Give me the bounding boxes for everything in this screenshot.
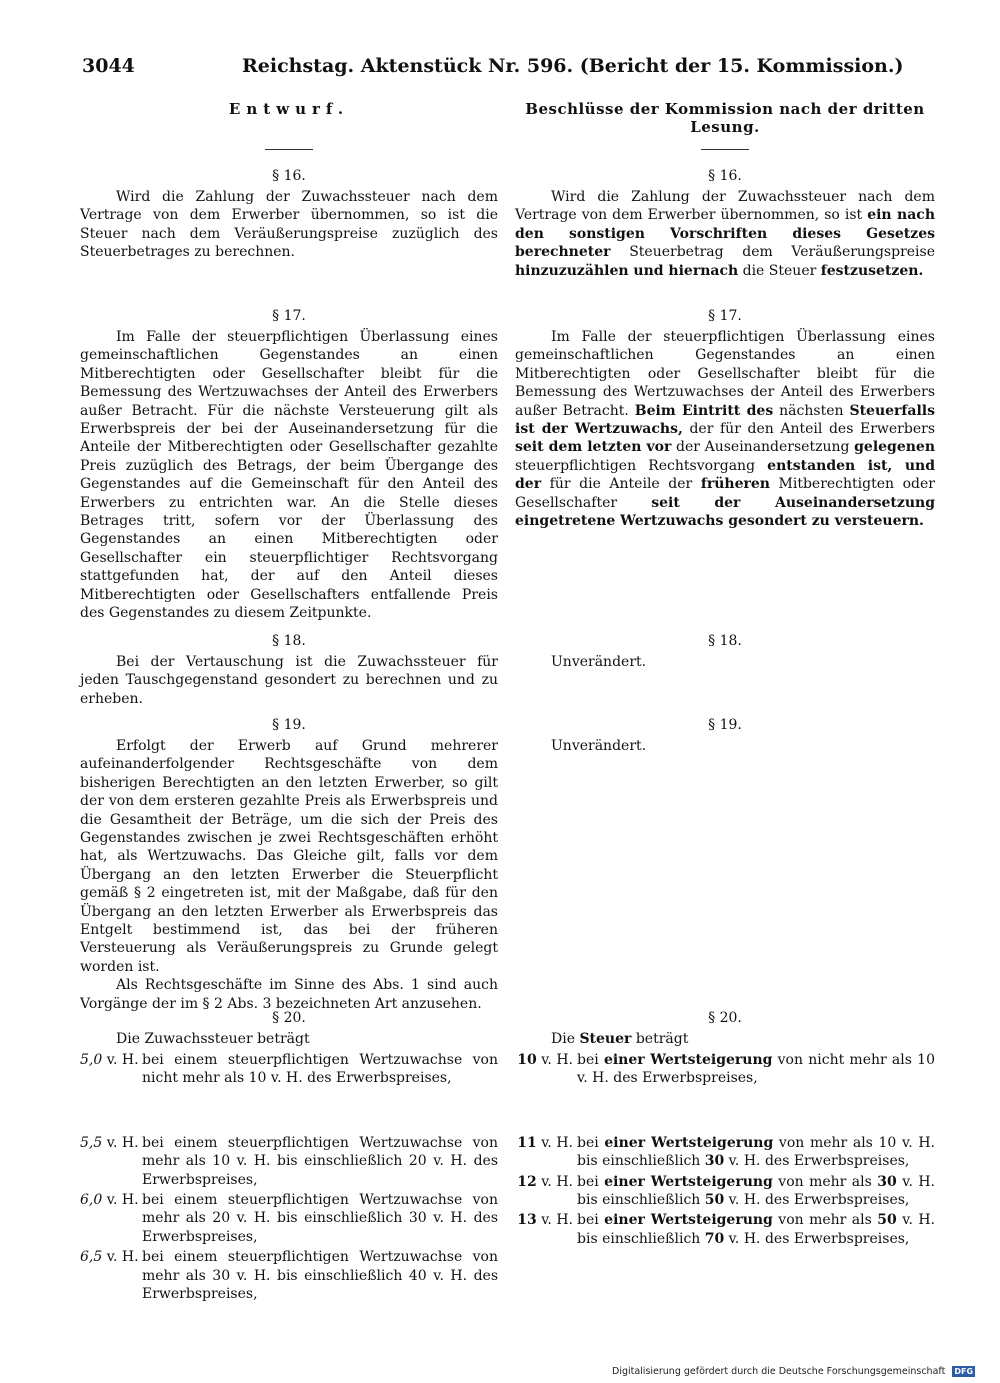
section-heading: § 20. xyxy=(272,1010,306,1026)
section-body: Im Falle der steuerpflichtigen Überlassung eines gemeinschaftlichen Gegenstandes an einen Mitberechtigten oder Gesellschafter bleibt für die Bemessung des Wertzuwachses der Anteil des Erwerbers außer Betracht. Beim Eintritt des nächsten Steuerfalls ist der Wertzuwachs, der für den Anteil des Erwerbers seit dem letzten vor der Auseinandersetzung gelegenen steuerpflichtigen Rechtsvorgang entstanden ist, und der für die Anteile der früheren Mitberechtigten oder Gesellschafter seit der Auseinandersetzung eingetretene Wertzuwachs gesondert zu versteuern. xyxy=(515,329,936,530)
page-header xyxy=(82,55,937,85)
rate-intro: Die Steuer beträgt xyxy=(551,1031,689,1047)
section-heading: § 17. xyxy=(272,308,306,324)
right-section-20 xyxy=(515,1010,935,1248)
rate-text: bei einer Wertsteigerung von mehr als 30 v. H. bis einschließlich 50 v. H. des Erwerbspreises, xyxy=(577,1173,935,1209)
rate-percent: 12 v. H. xyxy=(517,1173,573,1190)
rate-intro: Die Zuwachssteuer beträgt xyxy=(116,1031,310,1047)
page-number: 3044 xyxy=(82,55,135,77)
rate-row xyxy=(515,1051,935,1088)
title-rule xyxy=(701,149,749,150)
left-section-17 xyxy=(80,308,498,623)
rate-text: bei einem steuerpflichtigen Wertzuwachse von mehr als 30 v. H. bis einschließlich 40 v. H. des Erwerbspreises, xyxy=(142,1249,498,1303)
section-heading: § 19. xyxy=(272,717,306,733)
rate-text: bei einer Wertsteigerung von mehr als 50 v. H. bis einschließlich 70 v. H. des Erwerbspreises, xyxy=(577,1212,935,1247)
section-heading: § 17. xyxy=(708,308,742,324)
rate-text: bei einer Wertsteigerung von nicht mehr als 10 v. H. des Erwerbspreises, xyxy=(577,1052,935,1087)
rate-percent: 10 v. H. xyxy=(517,1052,573,1068)
rate-percent: 11 v. H. xyxy=(517,1134,573,1151)
section-heading: § 20. xyxy=(708,1010,742,1026)
rate-percent: 5,5 v. H. xyxy=(80,1134,139,1151)
section-body: Unverändert. xyxy=(551,738,647,754)
rate-percent: 6,5 v. H. xyxy=(80,1249,139,1266)
rate-row xyxy=(80,1248,498,1303)
left-section-16 xyxy=(80,168,498,262)
left-section-20 xyxy=(80,1010,498,1303)
section-body: Als Rechtsgeschäfte im Sinne des Abs. 1 sind auch Vorgänge der im § 2 Abs. 3 bezeichneten Art anzusehen. xyxy=(80,977,498,1012)
dfg-logo: DFG xyxy=(954,1367,974,1376)
rate-percent: 6,0 v. H. xyxy=(80,1192,139,1209)
section-heading: § 19. xyxy=(708,717,742,733)
rate-row xyxy=(515,1173,935,1210)
rate-row xyxy=(80,1051,498,1088)
section-heading: § 16. xyxy=(272,168,306,184)
left-section-18 xyxy=(80,633,498,708)
rate-percent: 13 v. H. xyxy=(517,1212,573,1229)
right-section-19 xyxy=(515,717,935,755)
rate-text: bei einer Wertsteigerung von mehr als 10 v. H. bis einschließlich 30 v. H. des Erwerbspreises, xyxy=(577,1134,935,1170)
left-column-title: Entwurf. xyxy=(228,100,350,118)
right-section-18 xyxy=(515,633,935,671)
rate-text: bei einem steuerpflichtigen Wertzuwachse von mehr als 10 v. H. bis einschließlich 20 v. H. des Erwerbspreises, xyxy=(142,1134,498,1188)
section-body: Erfolgt der Erwerb auf Grund mehrerer aufeinanderfolgender Rechtsgeschäfte von dem bisherigen Berechtigten an den letzten Erwerber, so gilt der von dem ersteren gezahlte Preis als Erwerbspreis und die Gesamtheit der Beträge, um die sich der Preis des Gegenstandes zwischen je zwei Rechtsgeschäften erhöht hat, als Wertzuwachs. Das Gleiche gilt, falls vor dem Übergang an den letzten Erwerber die Steuerpflicht gemäß § 2 eingetreten ist, mit der Maßgabe, daß für den Übergang an den letzten Erwerber als Erwerbspreis das Entgelt bestimmend ist, das bei der früheren Versteuerung als Veräußerungspreis zu Grunde gelegt worden ist. xyxy=(80,738,498,975)
rate-text: bei einem steuerpflichtigen Wertzuwachse von mehr als 20 v. H. bis einschließlich 30 v. H. des Erwerbspreises, xyxy=(142,1192,498,1245)
section-body: Im Falle der steuerpflichtigen Überlassung eines gemeinschaftlichen Gegenstandes an einen Mitberechtigten oder Gesellschafter bleibt für die Bemessung des Wertzuwachses der Anteil des Erwerbers außer Betracht. Für die nächste Versteuerung gilt als Erwerbspreis der bei der Auseinandersetzung für die Anteile der Mitberechtigten oder Gesellschafter gezahlte Preis zuzüglich des Betrags, der beim Übergange des Gegenstandes auf die Gemeinschaft für den Anteil des Erwerbers zu entrichten war. An die Stelle dieses Betrages tritt, sofern vor der Überlassung des Gegenstandes an einen Mitberechtigten oder Gesellschafter ein steuerpflichtiger Rechtsvorgang stattgefunden hat, der auf den Anteil dieses Mitberechtigten oder Gesellschafters entfallende Preis des Gegenstandes zu diesem Zeitpunkte. xyxy=(80,329,498,622)
right-section-17 xyxy=(515,308,935,530)
section-heading: § 18. xyxy=(272,633,306,649)
rate-percent: 5,0 v. H. xyxy=(80,1052,139,1068)
header-title: Reichstag. Aktenstück Nr. 596. (Bericht der 15. Kommission.) xyxy=(242,55,904,77)
rate-row xyxy=(80,1134,498,1189)
left-section-19 xyxy=(80,717,498,1013)
rate-row xyxy=(515,1211,935,1248)
section-body: Bei der Vertauschung ist die Zuwachssteuer für jeden Tauschgegenstand gesondert zu berechnen und zu erheben. xyxy=(80,654,498,707)
right-column-title: Beschlüsse der Kommission nach der dritten Lesung. xyxy=(525,100,925,136)
digitization-credit xyxy=(612,1366,990,1380)
rate-row xyxy=(80,1191,498,1246)
rate-text: bei einem steuerpflichtigen Wertzuwachse von nicht mehr als 10 v. H. des Erwerbspreises, xyxy=(142,1052,498,1087)
section-heading: § 16. xyxy=(708,168,742,184)
title-rule xyxy=(265,149,313,150)
rate-row xyxy=(515,1134,935,1171)
section-heading: § 18. xyxy=(708,633,742,649)
right-section-16 xyxy=(515,168,935,280)
section-body: Wird die Zahlung der Zuwachssteuer nach dem Vertrage von dem Erwerber übernommen, so ist ein nach den sonstigen Vorschriften dieses Gesetzes berechneter Steuerbetrag dem Veräußerungspreise hinzuzuzählen und hiernach die Steuer festzusetzen. xyxy=(515,189,935,279)
credit-text: Digitalisierung gefördert durch die Deutsche Forschungsgemeinschaft xyxy=(612,1366,946,1377)
section-body: Wird die Zahlung der Zuwachssteuer nach dem Vertrage von dem Erwerber übernommen, so ist die Steuer nach dem Veräußerungspreise zuzüglich des Steuerbetrages zu berechnen. xyxy=(80,189,498,261)
section-body: Unverändert. xyxy=(551,654,647,670)
